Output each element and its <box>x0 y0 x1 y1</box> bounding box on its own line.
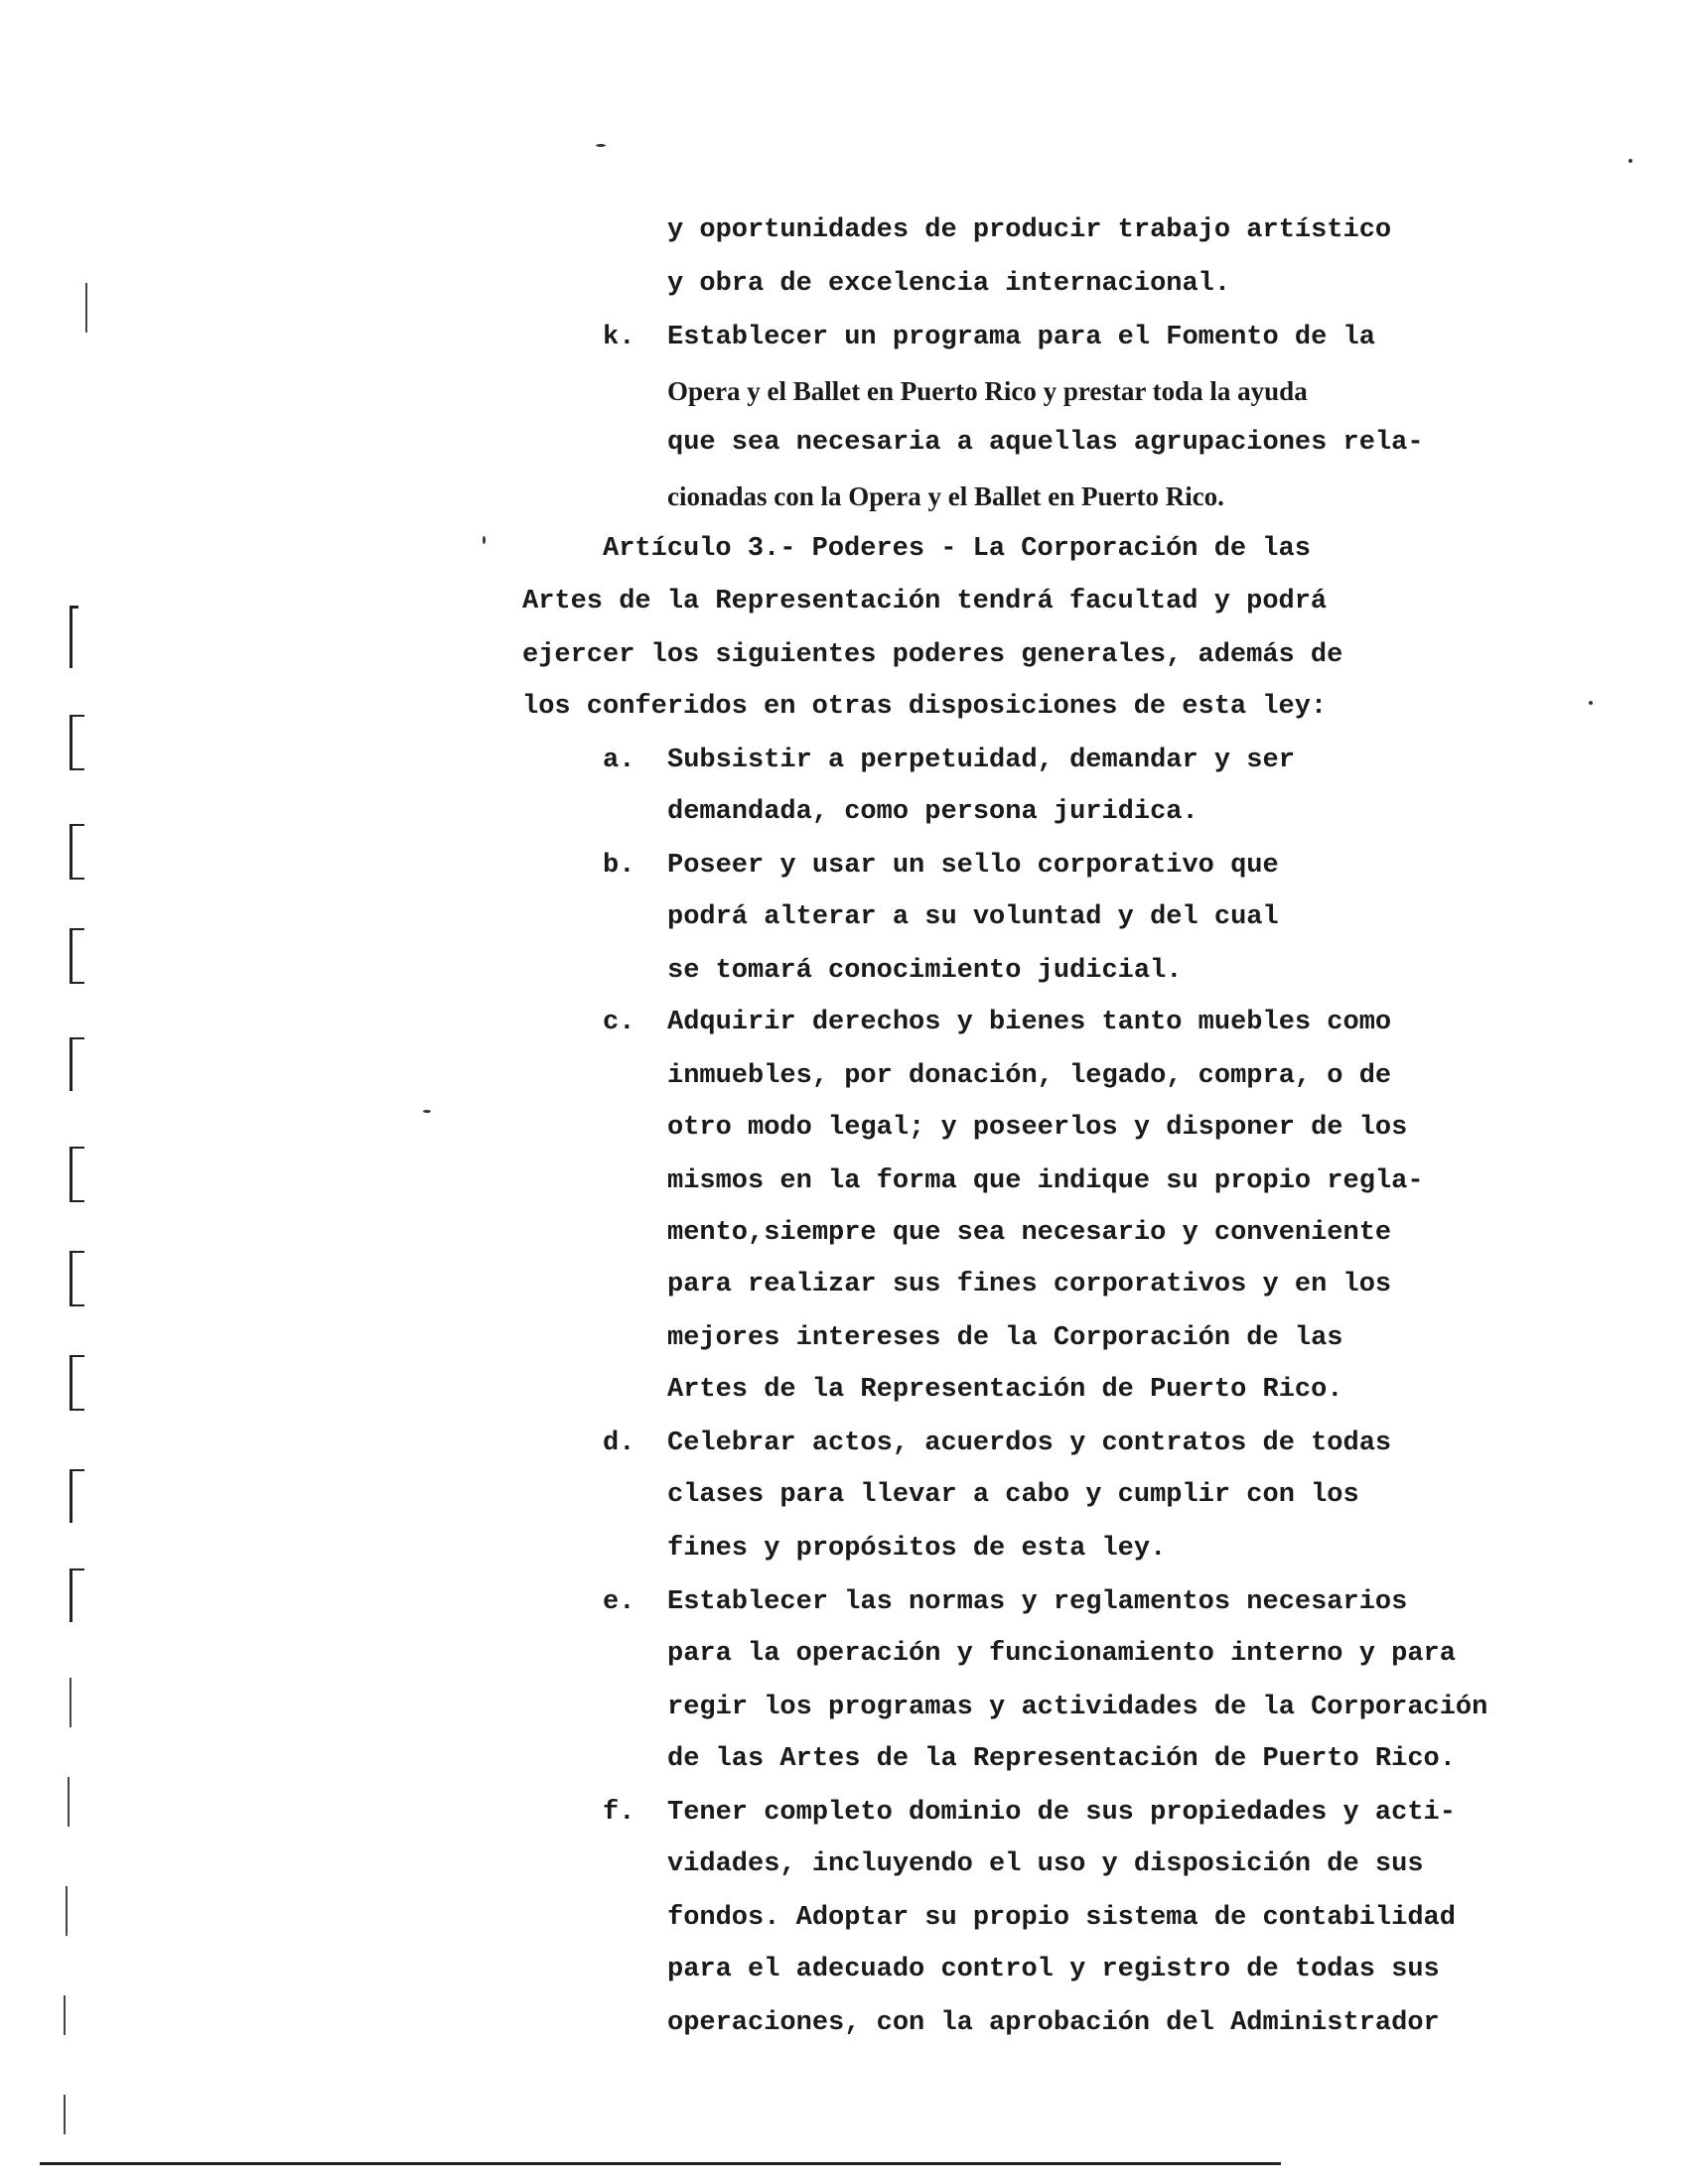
margin-bar-mark <box>85 283 87 333</box>
list-label-f: f. <box>603 1798 635 1828</box>
text-line: ejercer los siguientes poderes generales, además de <box>522 640 1343 670</box>
list-label-k: k. <box>603 323 635 352</box>
margin-bar-mark <box>64 2095 66 2134</box>
scan-speck <box>1589 701 1593 705</box>
list-label-e: e. <box>603 1587 635 1617</box>
text-line: Subsistir a perpetuidad, demandar y ser <box>667 746 1295 775</box>
margin-bar-mark <box>70 1678 71 1727</box>
text-line: y obra de excelencia internacional. <box>667 269 1231 299</box>
text-line: mismos en la forma que indique su propio regla- <box>667 1166 1424 1196</box>
margin-bracket-mark <box>70 1469 84 1523</box>
list-label-d: d. <box>603 1429 635 1458</box>
text-line: Tener completo dominio de sus propiedades y acti- <box>667 1798 1456 1828</box>
text-line: Establecer un programa para el Fomento de la <box>667 323 1375 352</box>
text-line: operaciones, con la aprobación del Administrador <box>667 2008 1440 2038</box>
text-line: otro modo legal; y poseerlos y disponer de los <box>667 1113 1408 1143</box>
text-line: Opera y el Ballet en Puerto Rico y prestar toda la ayuda <box>667 376 1308 406</box>
text-line: regir los programas y actividades de la Corporación <box>667 1693 1488 1722</box>
text-line: cionadas con la Opera y el Ballet en Puerto Rico. <box>667 481 1224 511</box>
text-line: podrá alterar a su voluntad y del cual <box>667 902 1279 932</box>
text-line: demandada, como persona juridica. <box>667 797 1198 827</box>
text-line: para el adecuado control y registro de todas sus <box>667 1955 1440 1984</box>
list-label-a: a. <box>603 746 635 775</box>
text-line: inmuebles, por donación, legado, compra, o de <box>667 1061 1392 1091</box>
text-line: clases para llevar a cabo y cumplir con los <box>667 1480 1359 1510</box>
text-line: Establecer las normas y reglamentos necesarios <box>667 1587 1408 1617</box>
text-line: mejores intereses de la Corporación de las <box>667 1323 1343 1353</box>
text-line: vidades, incluyendo el uso y disposición de sus <box>667 1849 1424 1879</box>
text-line: Artículo 3.- Poderes - La Corporación de las <box>603 534 1311 564</box>
scan-speck <box>483 536 486 544</box>
margin-bar-mark <box>68 1777 70 1827</box>
list-label-c: c. <box>603 1008 635 1037</box>
margin-bracket-mark <box>70 1355 84 1411</box>
text-line: Artes de la Representación de Puerto Rico. <box>667 1375 1343 1405</box>
text-line: y oportunidades de producir trabajo artístico <box>667 215 1392 245</box>
list-label-b: b. <box>603 851 635 881</box>
text-line: Artes de la Representación tendrá facultad y podrá <box>522 587 1328 616</box>
text-line: para la operación y funcionamiento interno y para <box>667 1639 1456 1669</box>
text-line: mento,siempre que sea necesario y conveniente <box>667 1218 1392 1248</box>
text-line: los conferidos en otras disposiciones de esta ley: <box>522 692 1328 722</box>
margin-bar-mark <box>64 1995 66 2035</box>
text-line: Poseer y usar un sello corporativo que <box>667 851 1279 881</box>
text-line: Celebrar actos, acuerdos y contratos de todas <box>667 1429 1392 1458</box>
margin-bracket-mark <box>70 928 84 984</box>
scan-speck <box>1628 159 1632 163</box>
scan-speck <box>423 1110 431 1113</box>
margin-bar-mark <box>66 1886 68 1936</box>
scan-speck <box>596 144 606 147</box>
margin-bracket-mark <box>70 1569 84 1622</box>
margin-bracket-mark <box>70 824 84 880</box>
margin-bracket-mark <box>70 1251 84 1306</box>
text-line: se tomará conocimiento judicial. <box>667 956 1183 986</box>
text-line: que sea necesaria a aquellas agrupaciones rela- <box>667 428 1424 458</box>
text-line: de las Artes de la Representación de Puerto Rico. <box>667 1744 1456 1774</box>
margin-bracket-mark <box>70 715 84 770</box>
page-bottom-rule <box>40 2162 1281 2165</box>
text-line: Adquirir derechos y bienes tanto muebles como <box>667 1008 1392 1037</box>
margin-bracket-mark <box>70 1037 84 1091</box>
margin-bracket-mark <box>70 606 78 668</box>
text-line: fines y propósitos de esta ley. <box>667 1534 1167 1564</box>
text-line: fondos. Adoptar su propio sistema de contabilidad <box>667 1903 1456 1933</box>
text-line: para realizar sus fines corporativos y en los <box>667 1270 1392 1299</box>
margin-bracket-mark <box>70 1147 84 1202</box>
